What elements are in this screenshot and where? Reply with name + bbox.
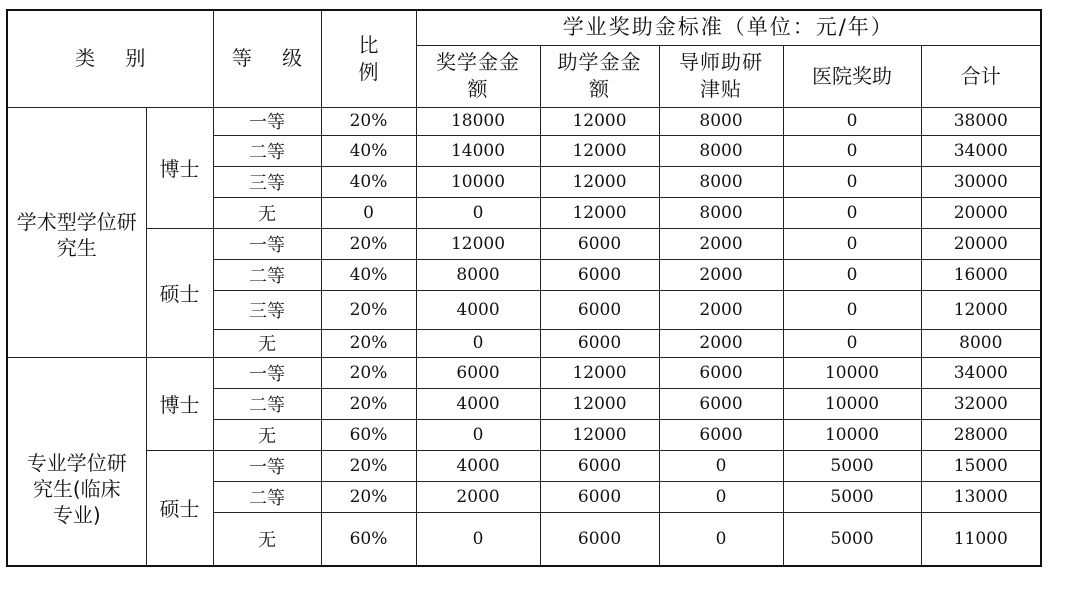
mentor-cell: 8000 (659, 197, 783, 228)
mentor-cell: 6000 (659, 357, 783, 388)
mentor-cell: 8000 (659, 135, 783, 166)
header-col-grant: 助学金金额 (540, 45, 659, 107)
total-cell: 34000 (921, 357, 1041, 388)
total-cell: 20000 (921, 197, 1041, 228)
hospital-cell: 10000 (783, 388, 921, 419)
scholarship-cell: 4000 (416, 388, 540, 419)
header-col-mentor: 导师助研津贴 (659, 45, 783, 107)
total-cell: 28000 (921, 419, 1041, 450)
total-cell: 15000 (921, 450, 1041, 481)
grade-cell: 无 (213, 329, 321, 357)
ratio-cell: 40% (321, 166, 416, 197)
hospital-cell: 5000 (783, 512, 921, 566)
total-cell: 8000 (921, 329, 1041, 357)
ratio-cell: 40% (321, 259, 416, 290)
grant-cell: 12000 (540, 388, 659, 419)
table-body (7, 10, 1041, 566)
grant-cell: 12000 (540, 135, 659, 166)
header-col-total: 合计 (921, 45, 1041, 107)
grant-cell: 6000 (540, 228, 659, 259)
grant-cell: 12000 (540, 357, 659, 388)
degree-cell: 硕士 (146, 228, 213, 357)
total-cell: 12000 (921, 290, 1041, 329)
degree-cell: 硕士 (146, 450, 213, 566)
scholarship-cell: 12000 (416, 228, 540, 259)
scholarship-cell: 6000 (416, 357, 540, 388)
category-cell: 学术型学位研究生 (7, 107, 146, 357)
mentor-cell: 2000 (659, 259, 783, 290)
table-row (7, 107, 1041, 135)
grade-cell: 三等 (213, 290, 321, 329)
ratio-cell: 40% (321, 135, 416, 166)
hospital-cell: 10000 (783, 419, 921, 450)
scholarship-cell: 14000 (416, 135, 540, 166)
grade-cell: 二等 (213, 481, 321, 512)
scholarship-cell: 0 (416, 419, 540, 450)
mentor-cell: 8000 (659, 107, 783, 135)
scholarship-cell: 8000 (416, 259, 540, 290)
grade-cell: 一等 (213, 228, 321, 259)
hospital-cell: 10000 (783, 357, 921, 388)
scholarship-cell: 0 (416, 329, 540, 357)
ratio-cell: 20% (321, 481, 416, 512)
grade-cell: 无 (213, 197, 321, 228)
ratio-cell: 60% (321, 419, 416, 450)
scholarship-table (6, 9, 1042, 567)
header-category: 类 别 (7, 10, 213, 107)
mentor-cell: 8000 (659, 166, 783, 197)
hospital-cell: 0 (783, 197, 921, 228)
ratio-cell: 20% (321, 228, 416, 259)
hospital-cell: 0 (783, 135, 921, 166)
mentor-cell: 6000 (659, 419, 783, 450)
ratio-cell: 20% (321, 450, 416, 481)
mentor-cell: 2000 (659, 329, 783, 357)
scholarship-cell: 0 (416, 512, 540, 566)
scholarship-cell: 4000 (416, 290, 540, 329)
ratio-cell: 20% (321, 357, 416, 388)
total-cell: 30000 (921, 166, 1041, 197)
scholarship-cell: 10000 (416, 166, 540, 197)
scholarship-cell: 0 (416, 197, 540, 228)
total-cell: 13000 (921, 481, 1041, 512)
ratio-cell: 20% (321, 290, 416, 329)
table-row (7, 357, 1041, 388)
grant-cell: 12000 (540, 419, 659, 450)
header-col-scholarship: 奖学金金额 (416, 45, 540, 107)
total-cell: 11000 (921, 512, 1041, 566)
degree-cell: 博士 (146, 107, 213, 228)
hospital-cell: 0 (783, 329, 921, 357)
ratio-cell: 60% (321, 512, 416, 566)
total-cell: 34000 (921, 135, 1041, 166)
hospital-cell: 5000 (783, 481, 921, 512)
header-col-hospital: 医院奖助 (783, 45, 921, 107)
grant-cell: 6000 (540, 450, 659, 481)
hospital-cell: 0 (783, 107, 921, 135)
scholarship-cell: 4000 (416, 450, 540, 481)
total-cell: 20000 (921, 228, 1041, 259)
grant-cell: 6000 (540, 481, 659, 512)
mentor-cell: 2000 (659, 290, 783, 329)
hospital-cell: 0 (783, 166, 921, 197)
ratio-cell: 0 (321, 197, 416, 228)
header-ratio: 比 例 (321, 10, 416, 107)
mentor-cell: 2000 (659, 228, 783, 259)
grant-cell: 12000 (540, 197, 659, 228)
scholarship-cell: 2000 (416, 481, 540, 512)
grade-cell: 无 (213, 419, 321, 450)
grant-cell: 6000 (540, 329, 659, 357)
grade-cell: 无 (213, 512, 321, 566)
total-cell: 32000 (921, 388, 1041, 419)
scholarship-cell: 18000 (416, 107, 540, 135)
mentor-cell: 0 (659, 481, 783, 512)
hospital-cell: 0 (783, 290, 921, 329)
hospital-cell: 0 (783, 228, 921, 259)
category-cell: 专业学位研究生(临床专业) (7, 357, 146, 566)
ratio-cell: 20% (321, 107, 416, 135)
scholarship-table-wrapper (6, 9, 1040, 567)
degree-cell: 博士 (146, 357, 213, 450)
header-grade: 等 级 (213, 10, 321, 107)
mentor-cell: 0 (659, 512, 783, 566)
grade-cell: 三等 (213, 166, 321, 197)
grade-cell: 一等 (213, 107, 321, 135)
table-row (7, 450, 1041, 481)
ratio-cell: 20% (321, 388, 416, 419)
grade-cell: 二等 (213, 135, 321, 166)
total-cell: 16000 (921, 259, 1041, 290)
ratio-cell: 20% (321, 329, 416, 357)
hospital-cell: 0 (783, 259, 921, 290)
header-group: 学业奖助金标准（单位：元/年） (416, 10, 1041, 45)
grade-cell: 二等 (213, 388, 321, 419)
grant-cell: 12000 (540, 166, 659, 197)
header-row-1 (7, 10, 1041, 45)
grant-cell: 6000 (540, 290, 659, 329)
grade-cell: 一等 (213, 450, 321, 481)
grant-cell: 12000 (540, 107, 659, 135)
total-cell: 38000 (921, 107, 1041, 135)
grade-cell: 一等 (213, 357, 321, 388)
mentor-cell: 0 (659, 450, 783, 481)
grade-cell: 二等 (213, 259, 321, 290)
mentor-cell: 6000 (659, 388, 783, 419)
hospital-cell: 5000 (783, 450, 921, 481)
table-row (7, 228, 1041, 259)
grant-cell: 6000 (540, 259, 659, 290)
grant-cell: 6000 (540, 512, 659, 566)
